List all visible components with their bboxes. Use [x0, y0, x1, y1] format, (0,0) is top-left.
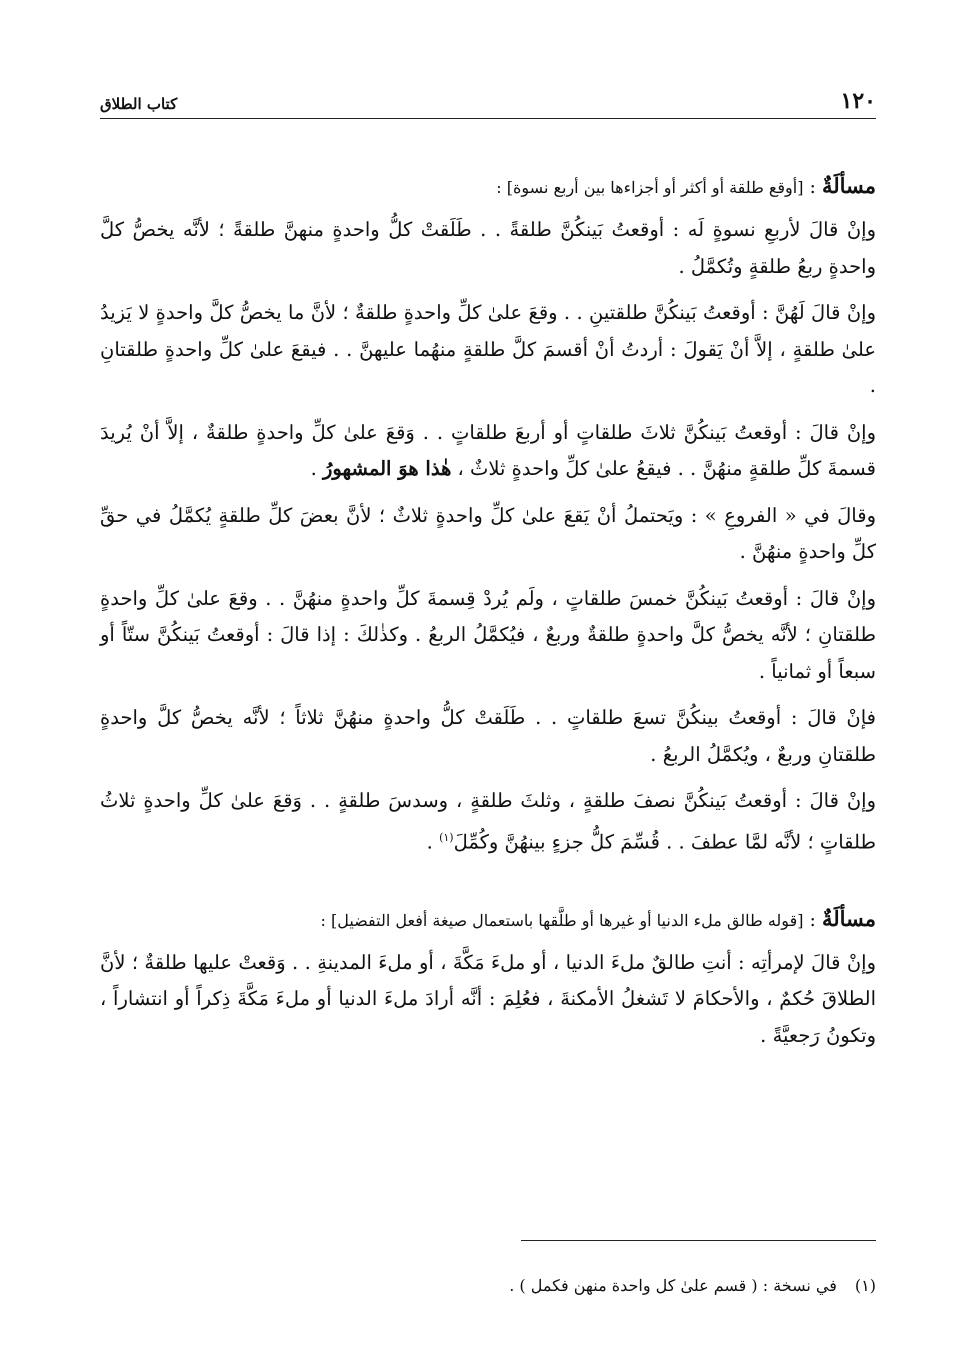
masala-title: [أوقع طلقة أو أكثر أو أجزاءها بين أربع نسوة] :	[496, 178, 804, 197]
masala-label: مسألَةٌ	[821, 173, 876, 198]
paragraph: وقالَ في « الفروعِ » : ويَحتملُ أنْ يَقعَ علىٰ كلِّ واحدةٍ ثلاثٌ ؛ لأنَّ بعضَ كلِّ طلقةٍ يُكمَّلُ في حقِّ كلِّ واحدةٍ منهُنَّ .	[100, 503, 876, 563]
paragraph-text: وإنْ قالَ : أوقعتُ بَينكُنَّ ثلاثَ طلقاتٍ أو أربعَ طلقاتٍ . . وَقعَ علىٰ كلِّ واحدةٍ طلقةٌ ، إلاَّ أنْ يُريدَ قسمةَ كلِّ طلقةٍ منهُنَّ . . فيقعُ علىٰ كلِّ واحدةٍ ثلاثٌ ،	[100, 420, 876, 480]
footnote-divider	[521, 1240, 876, 1241]
paragraph: وإنْ قالَ لإمرأتِه : أنتِ طالقٌ ملءَ الدنيا ، أو ملءَ مَكَّةَ ، أو ملءَ المدينةِ . . وَقعتْ عليها طلقةٌ ؛ لأنَّ الطلاقَ حُكمٌ ، والأحكامَ لا تَشغلُ الأمكنةَ ، فعُلِمَ : أنَّه أرادَ ملءَ الدنيا أو ملءَ مَكَّةَ ذِكراً أو انتشاراً ، وتكونُ رَجعيَّةً .	[100, 950, 876, 1047]
paragraph	[100, 415, 876, 488]
masala-heading-2	[100, 901, 876, 939]
paragraph-end: .	[310, 457, 323, 480]
masala-heading-1	[100, 168, 876, 206]
paragraph: وإنْ قالَ لأربعِ نسوةٍ لَه : أوقعتُ بَينكُنَّ طلقةً . . طَلَقتْ كلُّ واحدةٍ منهنَّ طلقةً ؛ لأنَّه يخصُّ كلَّ واحدةٍ ربعُ طلقةٍ وتُكمَّلُ .	[100, 218, 876, 278]
masala-separator: :	[803, 908, 822, 931]
paragraph-end: .	[426, 830, 440, 853]
section-gap	[100, 871, 876, 893]
footnote-reference: (١)	[439, 830, 454, 844]
paragraph: وإنْ قالَ لَهُنَّ : أوقعتُ بَينكُنَّ طلقتينِ . . وقعَ علىٰ كلِّ واحدةٍ طلقةٌ ؛ لأنَّ ما يخصُّ كلَّ واحدةٍ لا يَزيدُ علىٰ طلقةٍ ، إلاَّ أنْ يَقولَ : أردتُ أنْ أقسمَ كلَّ طلقةٍ منهُما عليهنَّ . . فيقعَ علىٰ كلِّ واحدةٍ طلقتانِ .	[100, 301, 876, 397]
footnote-text: في نسخة : ( قسم علىٰ كل واحدة منهن فكمل ) .	[509, 1276, 837, 1295]
page-number: ١٢٠	[840, 88, 876, 114]
paragraph: وإنْ قالَ : أوقعتُ بَينكُنَّ خمسَ طلقاتٍ ، ولَم يُردْ قِسمةَ كلِّ واحدةٍ منهُنَّ . . وقعَ علىٰ كلِّ واحدةٍ طلقتانِ ؛ لأنَّه يخصُّ كلَّ واحدةٍ طلقةٌ وربعٌ ، فيُكمَّلُ الربعُ . وكذٰلكَ : إذا قالَ : أوقعتُ بَينكُنَّ ستّاً أو سبعاً أو ثمانياً .	[100, 586, 876, 683]
footnote-number: (١)	[854, 1276, 876, 1295]
main-text	[100, 160, 876, 1064]
paragraph	[100, 783, 876, 861]
page-header	[100, 88, 876, 119]
paragraph: فإنْ قالَ : أوقعتُ بينكُنَّ تسعَ طلقاتٍ . . طَلَقتْ كلُّ واحدةٍ منهُنَّ ثلاثاً ؛ لأنَّه يخصُّ كلَّ واحدةٍ طلقتانِ وربعٌ ، ويُكمَّلُ الربعُ .	[100, 706, 876, 766]
paragraph-text: وإنْ قالَ : أوقعتُ بَينكُنَّ نصفَ طلقةٍ ، وثلثَ طلقةٍ ، وسدسَ طلقةٍ . . وَقعَ علىٰ كلِّ واحدةٍ ثلاثُ طلقاتٍ ؛ لأنَّه لمَّا عطفَ . . قُسِّمَ كلُّ جزءٍ بينهُنَّ وكُمِّلَ	[100, 789, 876, 853]
masala-separator: :	[803, 176, 822, 198]
masala-title: [قوله طالق ملء الدنيا أو غيرها أو طلَّقها باستعمال صيغة أفعل التفضيل] :	[320, 910, 804, 930]
bold-phrase: هٰذا هوَ المشهورُ	[322, 457, 452, 480]
running-title: كتاب الطلاق	[100, 95, 178, 113]
masala-label: مسألَةٌ	[821, 905, 876, 931]
footnote	[100, 1272, 876, 1300]
